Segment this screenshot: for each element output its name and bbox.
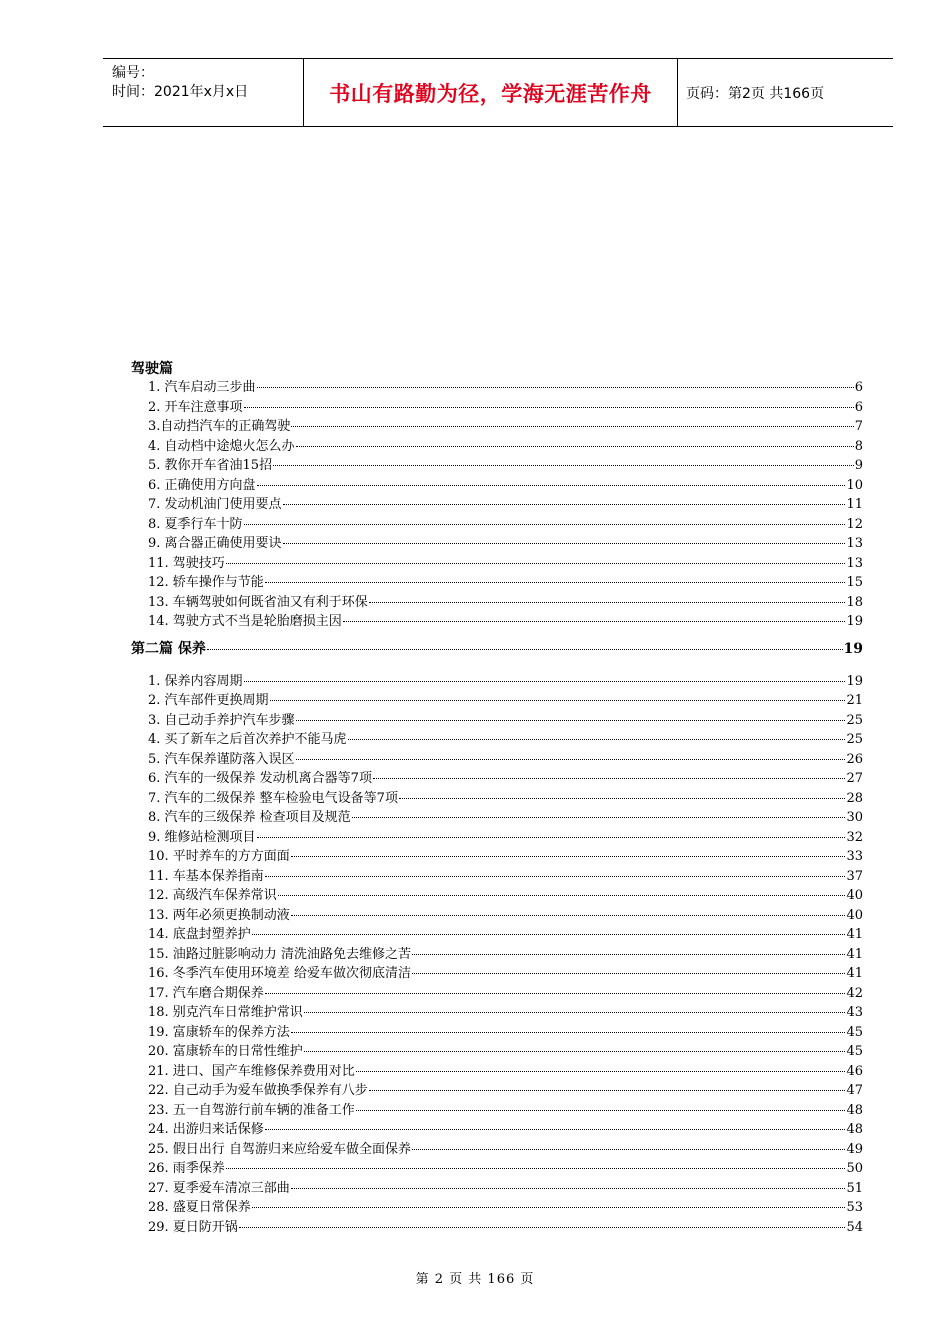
toc-entry-title: 9. 离合器正确使用要诀 [148, 536, 282, 551]
toc-entry-title: 26. 雨季保养 [148, 1161, 225, 1176]
toc-entry-page: 7 [854, 419, 863, 434]
toc-entry-title: 16. 冬季汽车使用环境差 给爱车做次彻底清洁 [148, 966, 411, 981]
toc-leader [244, 396, 854, 407]
toc-leader [252, 924, 846, 935]
toc-entry[interactable] [131, 964, 863, 984]
toc-entry[interactable] [131, 573, 863, 593]
toc-entry-page: 53 [846, 1200, 863, 1215]
toc-entry-title: 19. 富康轿车的保养方法 [148, 1024, 290, 1040]
toc-entry[interactable] [131, 1062, 863, 1082]
toc-leader [257, 474, 846, 485]
toc-entry-page: 45 [846, 1024, 863, 1040]
maintenance-toc-list [131, 672, 863, 1238]
toc-entry-page: 8 [854, 438, 863, 454]
toc-entry[interactable] [131, 1198, 863, 1218]
toc-entry-page: 30 [846, 810, 863, 825]
toc-entry-page: 47 [846, 1083, 863, 1098]
toc-entry-title: 7. 汽车的二级保养 整车检验电气设备等7项 [148, 790, 398, 806]
toc-leader [283, 494, 846, 505]
toc-leader [226, 1158, 846, 1169]
time-label: 时间：2021年x月x日 [112, 84, 249, 100]
toc-entry-page: 49 [846, 1141, 863, 1157]
toc-entry[interactable] [131, 398, 863, 418]
toc-entry[interactable] [131, 1042, 863, 1062]
toc-entry-title: 12. 高级汽车保养常识 [148, 888, 277, 903]
toc-entry[interactable] [131, 534, 863, 554]
toc-entry-title: 25. 假日出行 自驾游归来应给爱车做全面保养 [148, 1141, 411, 1157]
toc-entry-page: 19 [846, 614, 863, 629]
toc-entry[interactable] [131, 554, 863, 574]
toc-leader [265, 865, 846, 876]
toc-entry[interactable] [131, 612, 863, 632]
toc-entry[interactable] [131, 1101, 863, 1121]
toc-leader [356, 1060, 846, 1071]
toc-leader [304, 1002, 846, 1013]
toc-entry-page: 28 [846, 790, 863, 806]
toc-entry-title: 6. 汽车的一级保养 发动机离合器等7项 [148, 771, 372, 786]
toc-entry-page: 37 [846, 868, 863, 884]
toc-leader [296, 709, 846, 720]
toc-entry-page: 51 [846, 1180, 863, 1196]
toc-entry-title: 24. 出游归来话保修 [148, 1122, 264, 1137]
toc-entry-title: 20. 富康轿车的日常性维护 [148, 1044, 303, 1059]
toc-entry-title: 21. 进口、国产车维修保养费用对比 [148, 1063, 355, 1079]
toc-entry-page: 32 [846, 829, 863, 845]
toc-entry[interactable] [131, 925, 863, 945]
toc-entry-page: 13 [846, 536, 863, 551]
toc-leader [412, 943, 846, 954]
toc-entry-page: 11 [846, 497, 863, 512]
toc-entry[interactable] [131, 750, 863, 770]
toc-entry-page: 41 [846, 966, 863, 981]
toc-entry[interactable] [131, 456, 863, 476]
toc-leader [278, 885, 846, 896]
toc-entry-title: 18. 别克汽车日常维护常识 [148, 1005, 303, 1020]
toc-entry[interactable] [131, 476, 863, 496]
motto: 书山有路勤为径，学海无涯苦作舟 [303, 59, 678, 126]
toc-entry-title: 5. 汽车保养谨防落入误区 [148, 751, 295, 767]
page-footer: 第 2 页 共 166 页 [415, 1272, 535, 1287]
toc-entry[interactable] [131, 906, 863, 926]
toc-entry-title: 2. 开车注意事项 [148, 399, 243, 415]
toc-leader [356, 1099, 846, 1110]
toc-entry[interactable] [131, 1081, 863, 1101]
toc-entry[interactable] [131, 495, 863, 515]
chapter-2-title: 第二篇 保养 [131, 640, 206, 657]
toc-entry-page: 48 [846, 1102, 863, 1118]
toc-leader [291, 1021, 846, 1032]
toc-entry[interactable] [131, 593, 863, 613]
toc-entry-title: 4. 自动档中途熄火怎么办 [148, 438, 295, 454]
toc-entry-page: 18 [846, 594, 863, 610]
toc-entry-title: 8. 夏季行车十防 [148, 516, 243, 532]
toc-entry[interactable] [131, 672, 863, 692]
chapter-2-page: 19 [843, 640, 863, 657]
toc-entry-page: 13 [846, 555, 863, 571]
toc-entry[interactable] [131, 1003, 863, 1023]
driving-toc-list [131, 378, 863, 632]
toc-entry[interactable] [131, 1159, 863, 1179]
toc-leader [265, 1119, 846, 1130]
toc-leader [283, 533, 846, 544]
toc-entry-title: 3. 自己动手养护汽车步骤 [148, 712, 295, 728]
toc-entry-title: 14. 底盘封塑养护 [148, 927, 251, 942]
toc-entry-page: 12 [846, 516, 863, 532]
toc-entry-title: 13. 两年必须更换制动液 [148, 907, 290, 923]
toc-entry-page: 43 [846, 1005, 863, 1020]
toc-entry-page: 42 [846, 985, 863, 1001]
toc-leader [252, 1197, 846, 1208]
toc-entry-title: 8. 汽车的三级保养 检查项目及规范 [148, 810, 351, 825]
toc-entry[interactable] [131, 789, 863, 809]
toc-leader [291, 846, 846, 857]
toc-leader [291, 1177, 846, 1188]
toc-leader [399, 787, 846, 798]
toc-entry[interactable] [131, 1179, 863, 1199]
toc-entry-title: 2. 汽车部件更换周期 [148, 693, 269, 708]
toc-leader [226, 552, 846, 563]
toc-entry-page: 41 [846, 946, 863, 962]
table-of-contents [131, 360, 863, 1237]
toc-entry[interactable] [131, 1120, 863, 1140]
toc-entry[interactable] [131, 515, 863, 535]
number-label: 编号： [112, 65, 154, 81]
toc-entry-title: 27. 夏季爱车清凉三部曲 [148, 1180, 290, 1196]
toc-entry[interactable] [131, 378, 863, 398]
toc-leader [273, 455, 854, 466]
chapter-2-heading[interactable] [131, 639, 863, 659]
toc-leader [412, 963, 846, 974]
toc-entry-page: 21 [846, 693, 863, 708]
toc-entry-page: 45 [846, 1044, 863, 1059]
page-code: 页码：第2页 共166页 [686, 85, 825, 102]
toc-entry-title: 15. 油路过脏影响动力 清洗油路免去维修之苦 [148, 946, 411, 962]
toc-entry-title: 22. 自己动手为爱车做换季保养有八步 [148, 1083, 368, 1098]
toc-entry[interactable] [131, 711, 863, 731]
toc-entry-title: 11. 车基本保养指南 [148, 868, 264, 884]
toc-entry-title: 7. 发动机油门使用要点 [148, 497, 282, 512]
toc-entry-title: 28. 盛夏日常保养 [148, 1200, 251, 1215]
toc-entry-page: 25 [846, 732, 863, 747]
toc-entry[interactable] [131, 886, 863, 906]
toc-leader [343, 611, 846, 622]
toc-entry-title: 3.自动挡汽车的正确驾驶 [148, 419, 291, 434]
toc-entry[interactable] [131, 828, 863, 848]
toc-entry-page: 15 [846, 575, 863, 590]
toc-leader [257, 826, 846, 837]
toc-entry-page: 6 [854, 399, 863, 415]
toc-entry[interactable] [131, 984, 863, 1004]
toc-leader [244, 513, 846, 524]
toc-leader [369, 591, 846, 602]
toc-entry-title: 23. 五一自驾游行前车辆的准备工作 [148, 1102, 355, 1118]
toc-entry-title: 5. 教你开车省油15招 [148, 458, 273, 473]
toc-entry[interactable] [131, 945, 863, 965]
toc-entry-page: 50 [846, 1161, 863, 1176]
toc-leader [270, 690, 846, 701]
toc-leader [373, 768, 846, 779]
toc-entry[interactable] [131, 691, 863, 711]
toc-entry[interactable] [131, 437, 863, 457]
toc-entry-page: 48 [846, 1122, 863, 1137]
toc-leader [296, 435, 854, 446]
toc-leader [244, 670, 846, 681]
toc-entry-page: 6 [854, 380, 863, 395]
toc-leader [239, 1216, 846, 1227]
toc-entry-page: 10 [846, 477, 863, 493]
toc-leader [369, 1080, 846, 1091]
toc-leader [291, 416, 853, 427]
toc-entry[interactable] [131, 808, 863, 828]
toc-leader [304, 1041, 846, 1052]
toc-entry[interactable] [131, 847, 863, 867]
toc-entry-title: 10. 平时养车的方方面面 [148, 849, 290, 864]
toc-leader [265, 572, 846, 583]
toc-entry[interactable] [131, 769, 863, 789]
toc-entry-title: 6. 正确使用方向盘 [148, 477, 256, 493]
toc-entry-title: 29. 夏日防开锅 [148, 1219, 238, 1235]
toc-entry-title: 9. 维修站检测项目 [148, 829, 256, 845]
toc-entry[interactable] [131, 1140, 863, 1160]
toc-entry-page: 41 [846, 927, 863, 942]
toc-entry-page: 26 [846, 751, 863, 767]
toc-entry[interactable] [131, 1218, 863, 1238]
toc-entry[interactable] [131, 417, 863, 437]
toc-entry-page: 33 [846, 849, 863, 864]
toc-leader [257, 377, 854, 388]
toc-entry-page: 9 [854, 458, 863, 473]
toc-entry-title: 1. 保养内容周期 [148, 673, 243, 689]
toc-leader [265, 982, 846, 993]
toc-entry[interactable] [131, 1023, 863, 1043]
toc-entry-title: 17. 汽车磨合期保养 [148, 985, 264, 1001]
toc-entry-page: 40 [846, 907, 863, 923]
toc-leader [352, 807, 846, 818]
toc-entry-page: 27 [846, 771, 863, 786]
page-header [103, 58, 893, 127]
toc-entry-title: 11. 驾驶技巧 [148, 555, 225, 571]
toc-entry[interactable] [131, 730, 863, 750]
toc-entry-page: 40 [846, 888, 863, 903]
toc-entry-title: 14. 驾驶方式不当是轮胎磨损主因 [148, 614, 342, 629]
toc-leader [412, 1138, 846, 1149]
toc-entry-page: 19 [846, 673, 863, 689]
toc-entry-title: 4. 买了新车之后首次养护不能马虎 [148, 732, 347, 747]
toc-entry[interactable] [131, 867, 863, 887]
toc-leader [291, 904, 846, 915]
section-title-driving: 驾驶篇 [131, 361, 173, 377]
toc-entry-page: 25 [846, 712, 863, 728]
header-meta [103, 59, 303, 126]
toc-entry-page: 54 [846, 1219, 863, 1235]
toc-entry-title: 1. 汽车启动三步曲 [148, 380, 256, 395]
toc-entry-page: 46 [846, 1063, 863, 1079]
toc-leader [207, 637, 843, 649]
toc-leader [348, 729, 846, 740]
toc-entry-title: 13. 车辆驾驶如何既省油又有利于环保 [148, 594, 368, 610]
toc-entry-title: 12. 轿车操作与节能 [148, 575, 264, 590]
toc-leader [296, 748, 846, 759]
